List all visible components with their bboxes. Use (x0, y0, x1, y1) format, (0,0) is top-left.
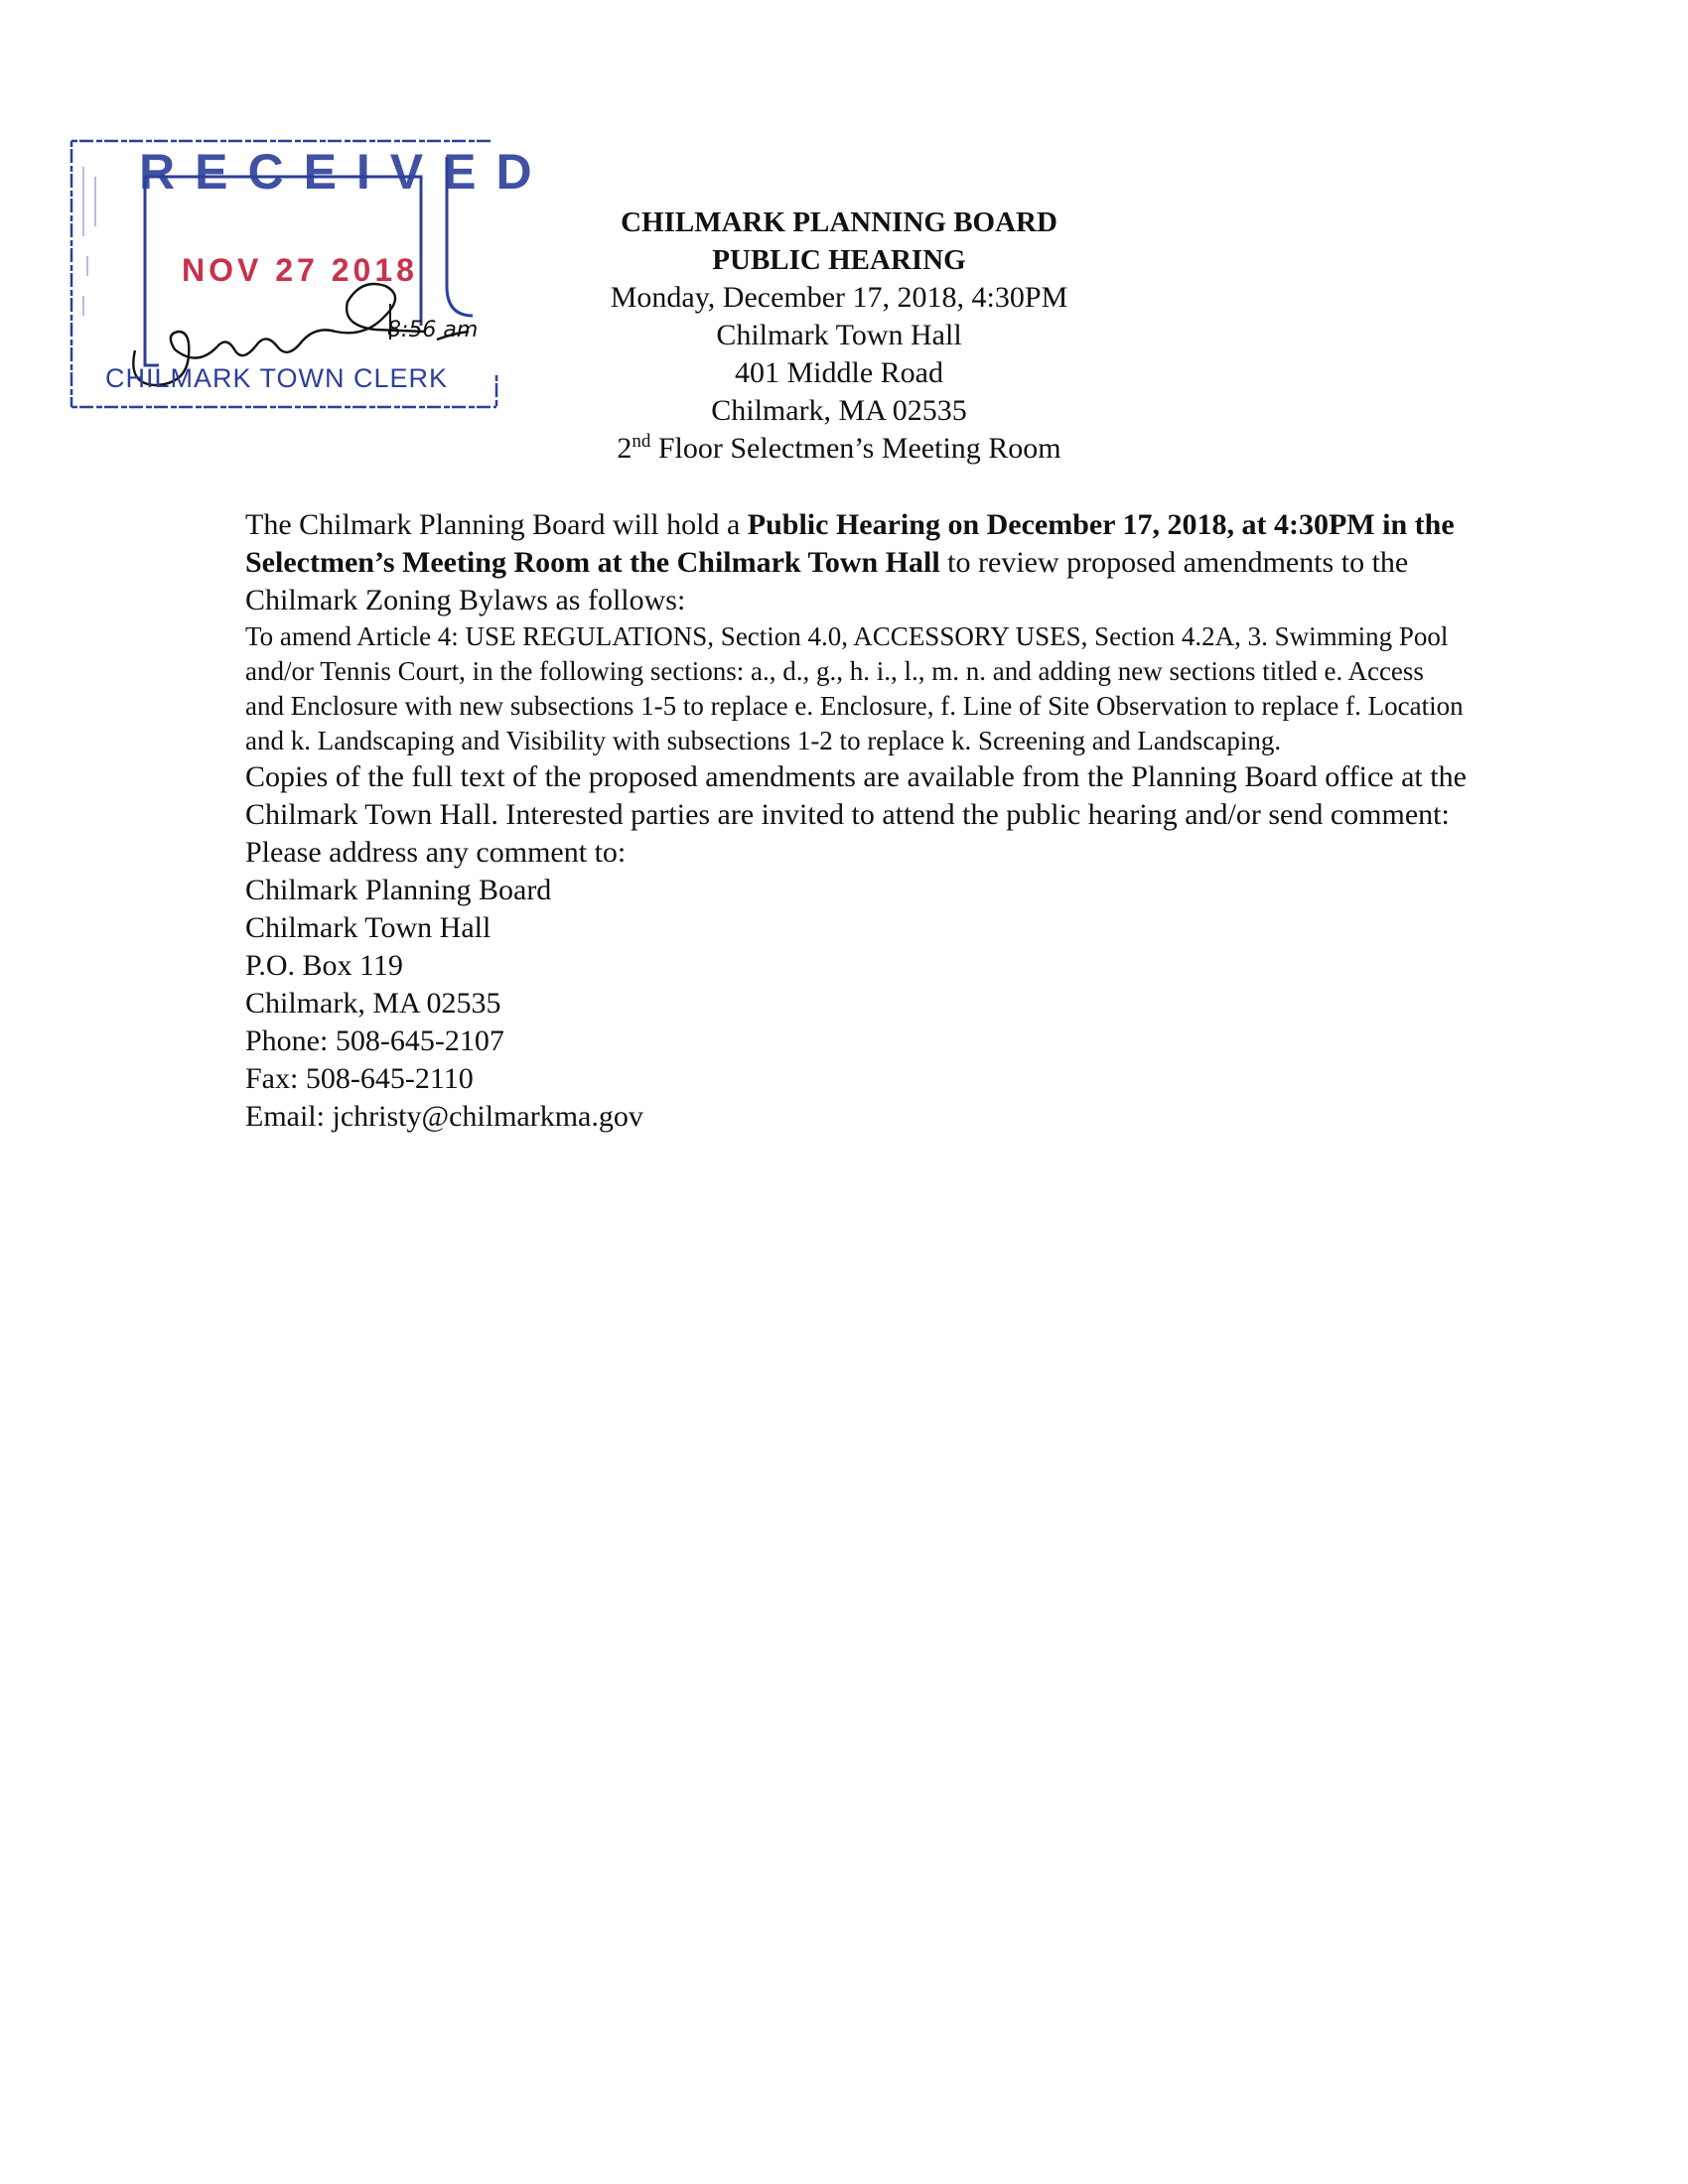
intro-paragraph (245, 506, 1467, 619)
hearing-city: Chilmark, MA 02535 (711, 394, 967, 427)
notice-body (245, 506, 1467, 1136)
contact-phone: Phone: 508-645-2107 (245, 1024, 504, 1057)
stamp-clerk: CHILMARK TOWN CLERK (105, 363, 449, 393)
intro-bold: Public Hearing on December 17, 2018, at 4:30PM in the Selectmen’s Meeting Room at the Chilmark Town Hall (245, 508, 1455, 579)
contact-city: Chilmark, MA 02535 (245, 987, 501, 1020)
contact-pobox: P.O. Box 119 (245, 949, 403, 982)
hearing-room (541, 430, 1137, 468)
contact-block (245, 872, 1467, 1136)
received-stamp (68, 137, 552, 411)
notice-header (541, 204, 1137, 468)
stamp-time: 8:56 am (387, 318, 479, 342)
hearing-street: 401 Middle Road (735, 356, 943, 389)
board-title: CHILMARK PLANNING BOARD (621, 206, 1057, 238)
hearing-title: PUBLIC HEARING (712, 244, 966, 276)
contact-building: Chilmark Town Hall (245, 911, 492, 944)
hearing-venue: Chilmark Town Hall (716, 319, 962, 351)
contact-fax: Fax: 508-645-2110 (245, 1062, 474, 1095)
intro-end: to review proposed amendments to the Chilmark Zoning Bylaws as follows: (245, 546, 1409, 616)
stamp-date: NOV 27 2018 (182, 252, 418, 288)
amendment-paragraph: To amend Article 4: USE REGULATIONS, Section 4.0, ACCESSORY USES, Section 4.2A, 3. Swimming Pool and/or Tennis Court, in the following sections: a., d., g., h. i., l., m. n. and adding new sections titled e. Access and Enclosure with new subsections 1-5 to replace e. Enclosure, f. Line of Site Observation to replace f. Location and k. Landscaping and Visibility with subsections 1-2 to replace k. Screening and Landscaping. (245, 621, 1464, 755)
room-ordinal-suffix: nd (632, 431, 651, 452)
stamp-received-text: RECEIVED (139, 144, 552, 200)
contact-email: Email: jchristy@chilmarkma.gov (245, 1100, 643, 1133)
room-name: Floor Selectmen’s Meeting Room (650, 432, 1061, 465)
hearing-datetime: Monday, December 17, 2018, 4:30PM (610, 281, 1068, 314)
contact-org: Chilmark Planning Board (245, 874, 552, 906)
copies-paragraph: Copies of the full text of the proposed amendments are available from the Planning Board office at the Chilmark Town Hall. Interested parties are invited to attend the public hearing and/or send comment: Please address any comment to: (245, 760, 1467, 869)
room-ordinal: 2 (617, 432, 633, 465)
intro-start: The Chilmark Planning Board will hold a (245, 508, 748, 541)
